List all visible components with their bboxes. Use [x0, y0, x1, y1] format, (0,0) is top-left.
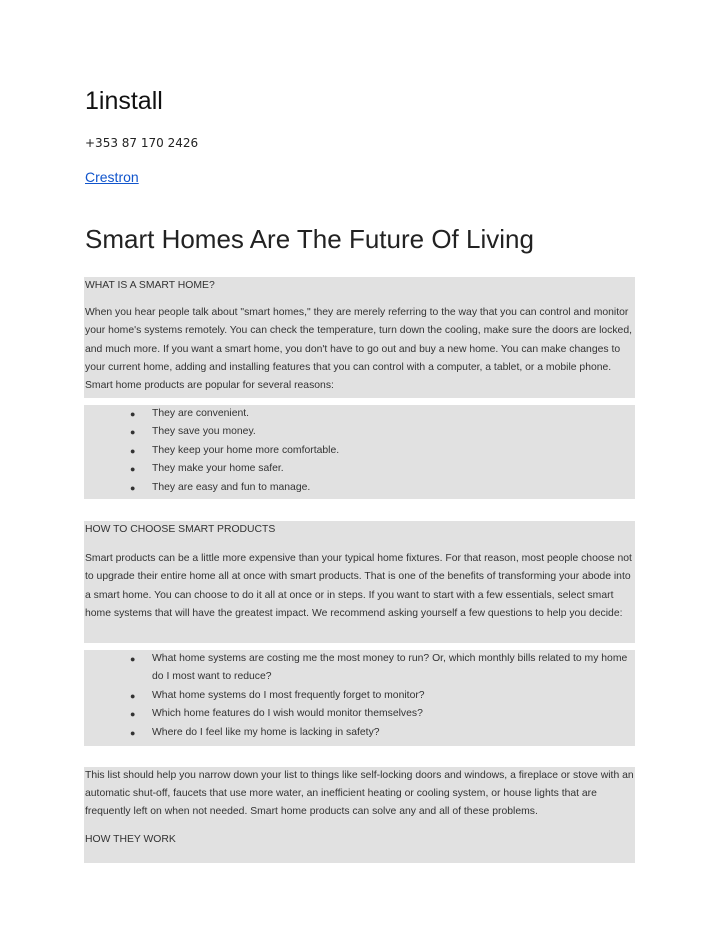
section-how-to-choose: [84, 521, 635, 643]
section-what-is: [84, 277, 635, 398]
phone-number: +353 87 170 2426: [85, 136, 199, 150]
section-paragraph-what-is: When you hear people talk about "smart homes," they are merely referring to the way that you can control and monitor your home's systems remotely. You can check the temperature, turn down the cooling, make sure the doors are locked, and much more. If you want a smart home, you don't have to go out and buy a new home. You can make changes to your current home, adding and installing features that you can control with a computer, a tablet, or a mobile phone. Smart home products are popular for several reasons:: [85, 307, 633, 392]
list-item: ● What home systems do I most frequently forget to monitor?: [84, 687, 635, 705]
section-heading-what-is: WHAT IS A SMART HOME?: [85, 280, 215, 291]
list-item: ● They keep your home more comfortable.: [84, 442, 635, 460]
crestron-link[interactable]: Crestron: [85, 169, 139, 185]
bullet-icon: ●: [130, 464, 136, 475]
list-item: ● They save you money.: [84, 423, 635, 441]
list-item: ● They are convenient.: [84, 405, 635, 423]
bullet-icon: ●: [130, 482, 136, 493]
benefits-list: [84, 405, 635, 499]
list-item: ● Where do I feel like my home is lacking in safety?: [84, 724, 635, 742]
section-heading-how-to-choose: HOW TO CHOOSE SMART PRODUCTS: [85, 524, 276, 535]
list-item: ● What home systems are costing me the most money to run? Or, which monthly bills related to my home do I most want to reduce?: [84, 650, 635, 687]
bullet-icon: ●: [130, 654, 136, 664]
bullet-icon: ●: [130, 427, 136, 438]
section-paragraph-how-to-choose: Smart products can be a little more expensive than your typical home fixtures. For that reason, most people choose not to upgrade their entire home all at once with smart products. That is one of the benefits of transforming your abode into a smart home. You can choose to do it all at once or in steps. If you want to start with a few essentials, select smart home systems that will have the greatest impact. We recommend asking yourself a few questions to help you decide:: [85, 553, 632, 619]
bullet-icon: ●: [130, 727, 136, 738]
section-how-they-work: [84, 767, 635, 863]
list-item: ● They are easy and fun to manage.: [84, 479, 635, 497]
bullet-icon: ●: [130, 709, 136, 720]
page-title: Smart Homes Are The Future Of Living: [85, 224, 534, 254]
bullet-icon: ●: [130, 445, 136, 456]
bullet-icon: ●: [130, 409, 136, 419]
section-heading-how-they-work: HOW THEY WORK: [85, 833, 176, 845]
bullet-icon: ●: [130, 690, 136, 701]
list-item: ● They make your home safer.: [84, 460, 635, 478]
section-paragraph-summary: This list should help you narrow down your list to things like self-locking doors and windows, a fireplace or stove with an automatic shut-off, faucets that use more water, an inefficient heating or cooling system, or house lights that are frequently left on when not needed. Smart home products can solve any and all of these problems.: [85, 770, 634, 818]
list-item: ● Which home features do I wish would monitor themselves?: [84, 705, 635, 723]
questions-list: [84, 650, 635, 746]
company-name: 1install: [85, 87, 163, 115]
